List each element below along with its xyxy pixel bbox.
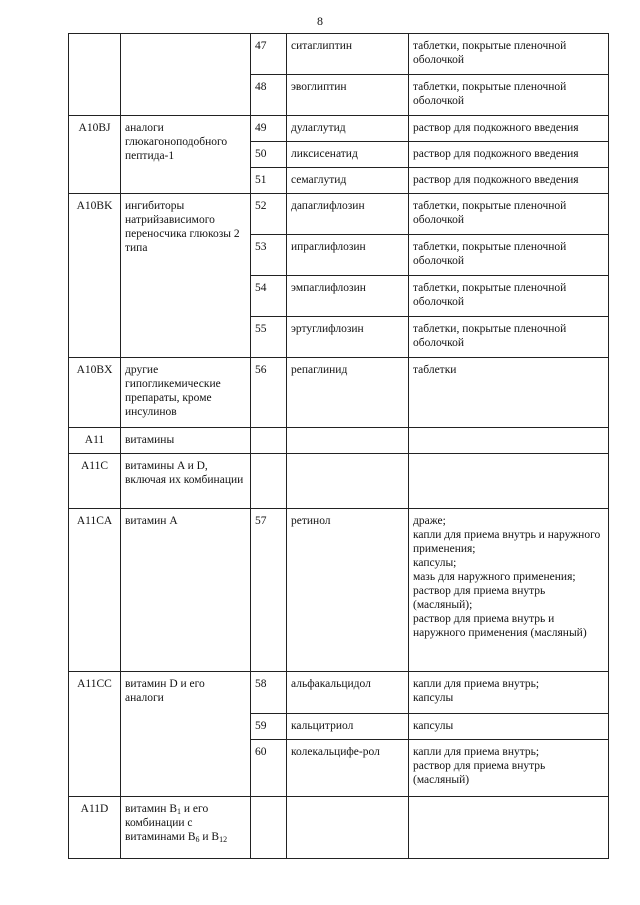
dosage-form: раствор для приема внутрь и наружного применения (масляный) [413, 613, 587, 639]
atc-group: аналоги глюкагоноподобного пептида-1 [121, 116, 251, 194]
atc-group: другие гипогликемические препараты, кроме инсулинов [121, 358, 251, 428]
row-number: 52 [251, 194, 287, 235]
atc-code: A11CC [69, 672, 121, 797]
row-number: 51 [251, 168, 287, 194]
drug-name: дулаглутид [287, 116, 409, 142]
dosage-form-list [409, 509, 609, 672]
drug-name: репаглинид [287, 358, 409, 428]
dosage-form: таблетки, покрытые пленочной оболочкой [409, 194, 609, 235]
drug-name: ретинол [287, 509, 409, 672]
drug-name: семаглутид [287, 168, 409, 194]
dosage-form: раствор для подкожного введения [409, 116, 609, 142]
atc-code: A11CA [69, 509, 121, 672]
row-number: 48 [251, 75, 287, 116]
atc-code: A10BX [69, 358, 121, 428]
dosage-form: раствор для подкожного введения [409, 168, 609, 194]
row-number: 50 [251, 142, 287, 168]
atc-code: A11D [69, 797, 121, 859]
atc-code: A10BK [69, 194, 121, 358]
dosage-form: капли для приема внутрь; [413, 678, 540, 690]
drug-name: эвоглиптин [287, 75, 409, 116]
dosage-form: таблетки, покрытые пленочной оболочкой [409, 235, 609, 276]
row-number: 58 [251, 672, 287, 714]
dosage-form: раствор для приема внутрь (масляный); [413, 585, 546, 611]
row-number: 55 [251, 317, 287, 358]
dosage-form: мазь для наружного применения; [413, 571, 576, 583]
row-number: 53 [251, 235, 287, 276]
table-row [69, 509, 609, 672]
table-row [69, 116, 609, 142]
atc-group: ингибиторы натрийзависимого переносчика глюкозы 2 типа [121, 194, 251, 358]
atc-group-cell [121, 34, 251, 116]
row-number: 59 [251, 714, 287, 740]
drug-name: эртуглифлозин [287, 317, 409, 358]
drug-name: ипраглифлозин [287, 235, 409, 276]
atc-code: A10BJ [69, 116, 121, 194]
drug-name: ликсисенатид [287, 142, 409, 168]
atc-code-cell [69, 34, 121, 116]
table-row [69, 358, 609, 428]
table-row [69, 194, 609, 235]
dosage-form: капсулы [409, 714, 609, 740]
dosage-form-list [409, 672, 609, 714]
dosage-form: таблетки, покрытые пленочной оболочкой [409, 276, 609, 317]
atc-group: витамин $B_1$ и его комбинации с витаминами $B_6$ и $B_{12}$ [121, 797, 251, 859]
dosage-form-list [409, 740, 609, 797]
atc-group: витамины [121, 428, 251, 454]
atc-group: витамины A и D, включая их комбинации [121, 454, 251, 509]
atc-code: A11C [69, 454, 121, 509]
atc-group: витамин D и его аналоги [121, 672, 251, 797]
dosage-form: капли для приема внутрь; [413, 746, 540, 758]
row-number: 57 [251, 509, 287, 672]
row-number: 54 [251, 276, 287, 317]
dosage-form: капсулы [413, 692, 454, 704]
drug-name: дапаглифлозин [287, 194, 409, 235]
dosage-form: раствор для подкожного введения [409, 142, 609, 168]
dosage-form: таблетки [409, 358, 609, 428]
row-number: 60 [251, 740, 287, 797]
drug-name: альфакальцидол [287, 672, 409, 714]
table-row [69, 34, 609, 75]
dosage-form: капсулы; [413, 557, 457, 569]
table-row [69, 672, 609, 714]
row-number: 49 [251, 116, 287, 142]
drug-name: эмпаглифлозин [287, 276, 409, 317]
atc-code: A11 [69, 428, 121, 454]
table-row [69, 797, 609, 859]
page-number: 8 [317, 14, 323, 28]
dosage-form: драже; [413, 515, 446, 527]
drug-name: ситаглиптин [287, 34, 409, 75]
drug-name: кальцитриол [287, 714, 409, 740]
dosage-form: раствор для приема внутрь (масляный) [413, 760, 546, 786]
table-row [69, 428, 609, 454]
dosage-form: таблетки, покрытые пленочной оболочкой [409, 317, 609, 358]
dosage-form: таблетки, покрытые пленочной оболочкой [409, 75, 609, 116]
drug-name: колекальцифе-рол [287, 740, 409, 797]
row-number: 56 [251, 358, 287, 428]
dosage-form: капли для приема внутрь и наружного применения; [413, 529, 601, 555]
table-row [69, 454, 609, 509]
drug-table [68, 33, 609, 859]
atc-group: витамин A [121, 509, 251, 672]
row-number: 47 [251, 34, 287, 75]
dosage-form: таблетки, покрытые пленочной оболочкой [409, 34, 609, 75]
